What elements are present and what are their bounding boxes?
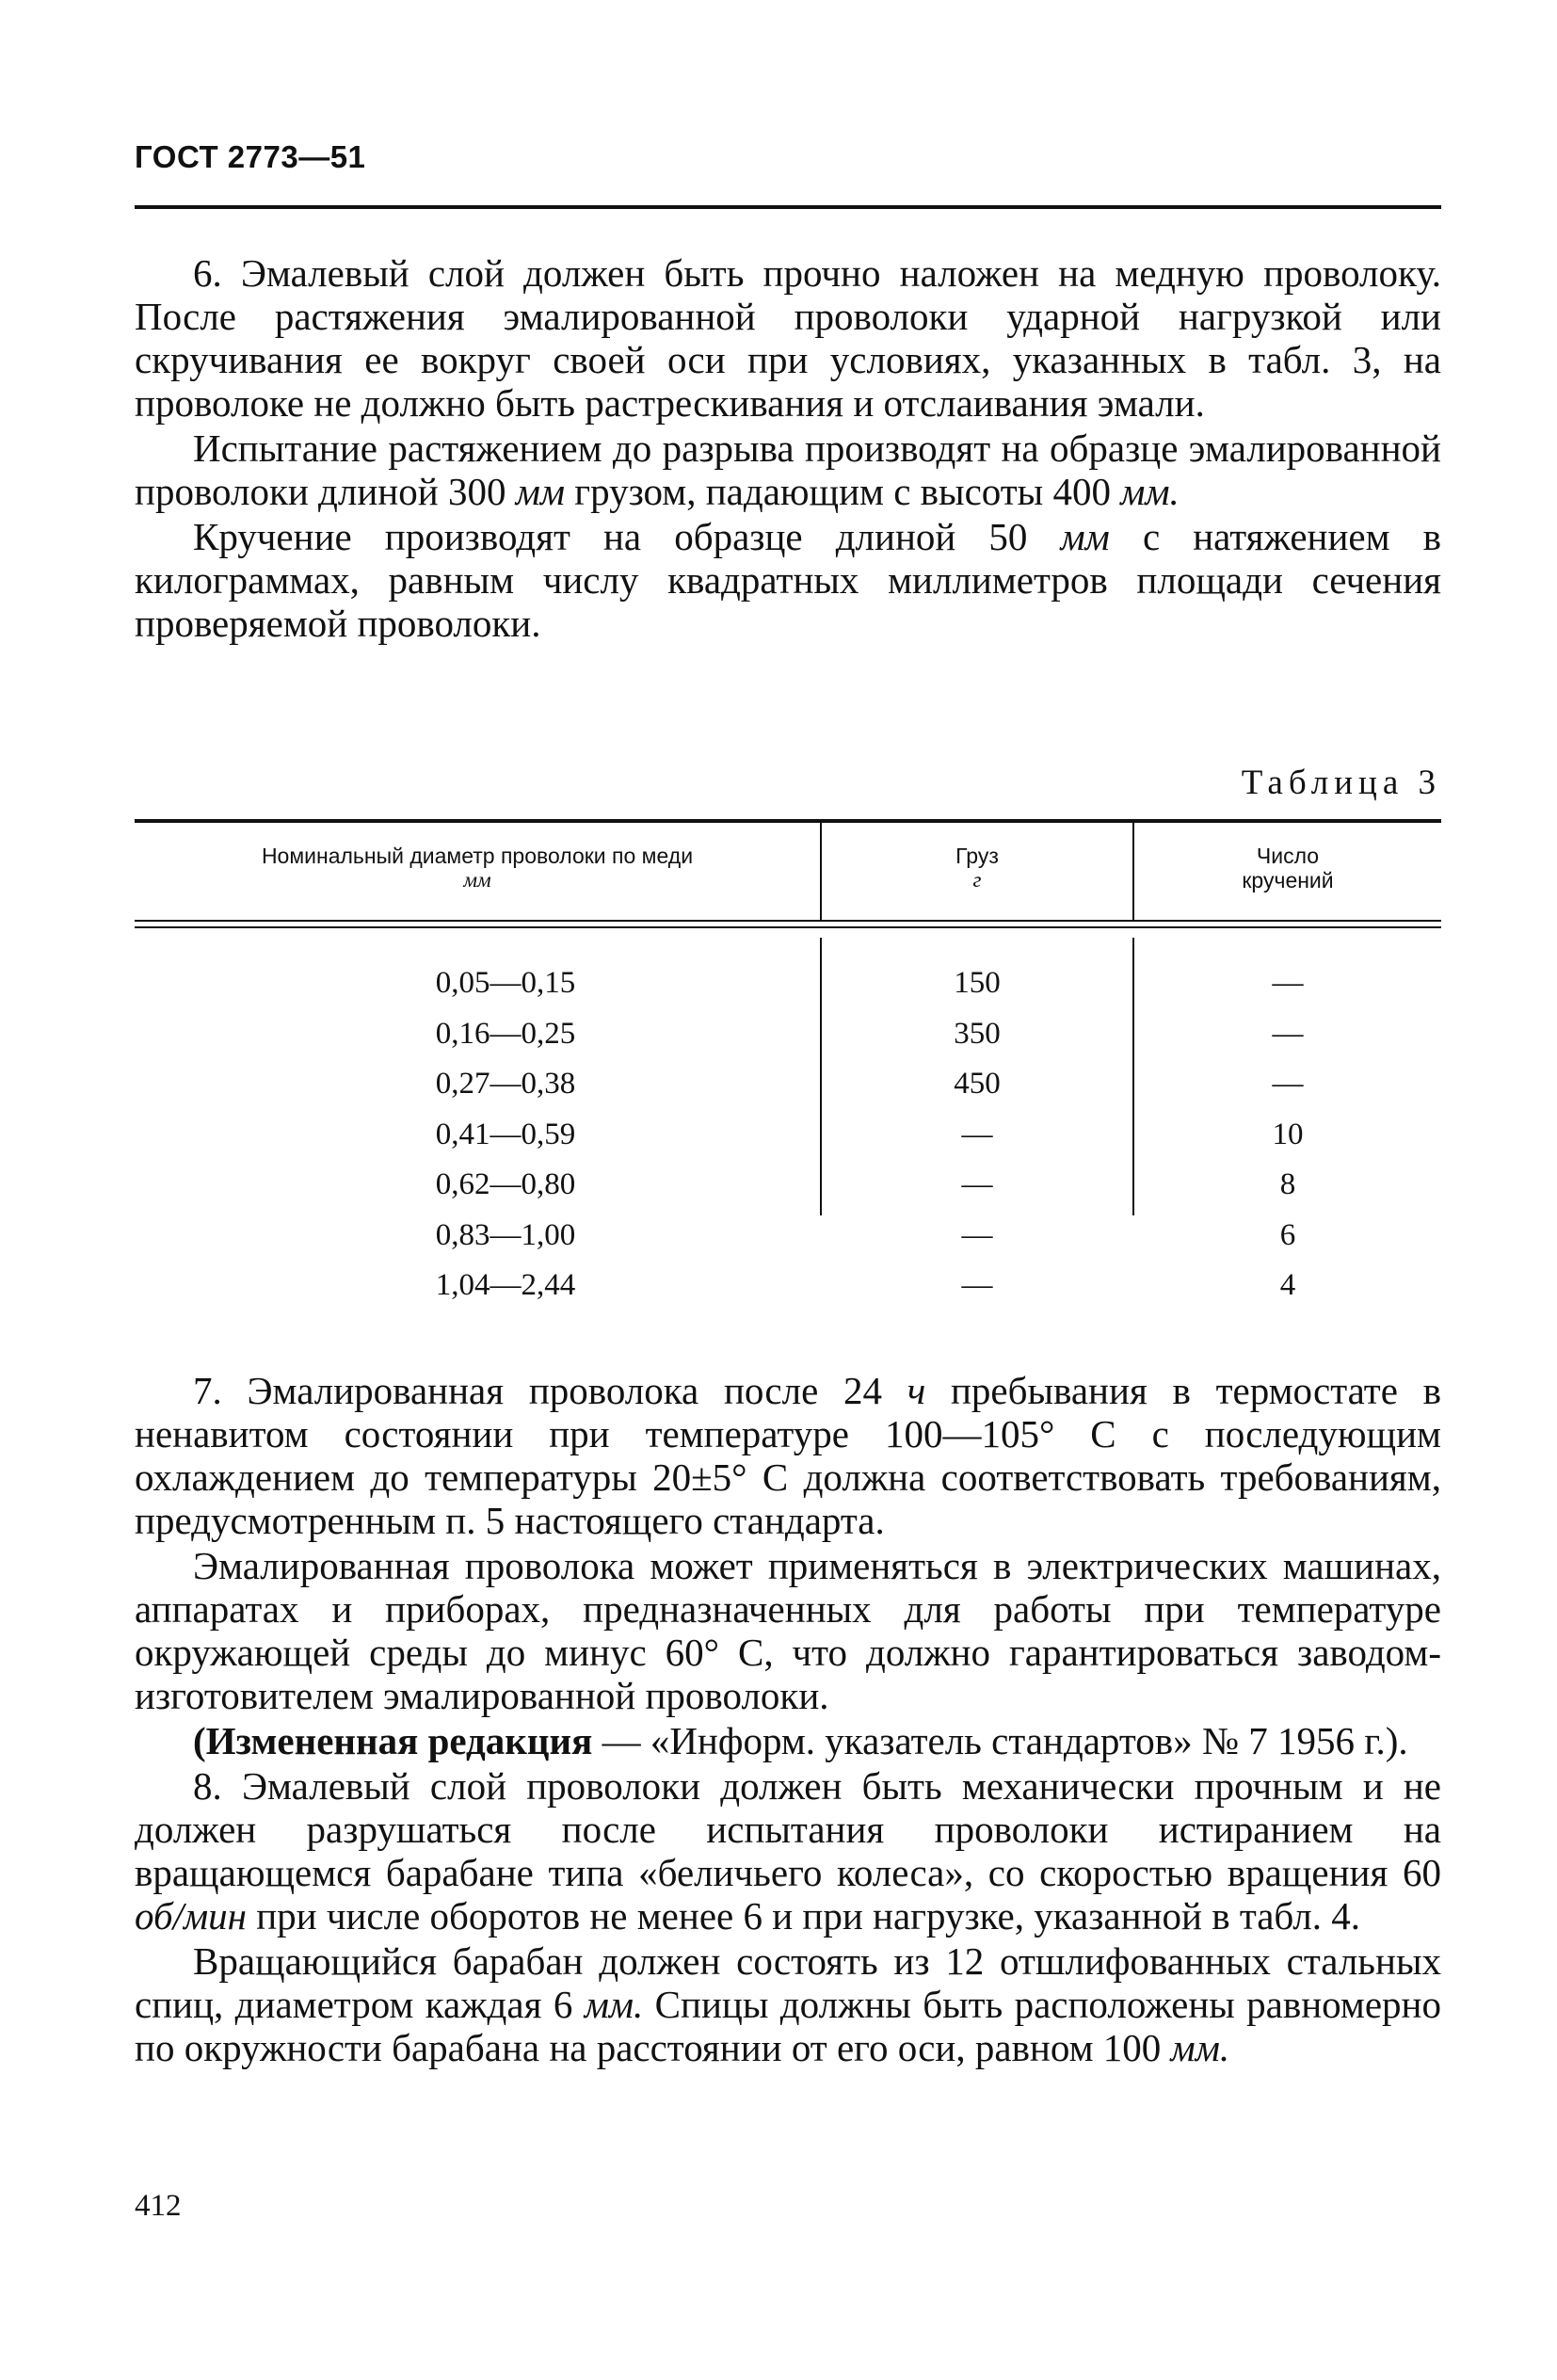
table-body bbox=[135, 958, 1441, 1311]
table-cell-load: — bbox=[961, 1217, 993, 1252]
paragraph-6-2-text-b: грузом, падающим с высоты 400 bbox=[565, 470, 1121, 513]
paragraph-6-3-text-b: с натяжением в килограммах, равным числу квадратных миллиметров площади сечения проверяемой проволоки. bbox=[135, 515, 1441, 645]
table-header-load bbox=[822, 844, 1132, 892]
table-cell-twists: — bbox=[1272, 1067, 1304, 1101]
header-label: Номинальный диаметр проволоки по меди bbox=[261, 844, 694, 868]
table-cell-load: — bbox=[961, 1167, 993, 1201]
unit-mm: мм. bbox=[584, 1983, 644, 2026]
table-row bbox=[135, 958, 1441, 1009]
table-cell-twists: 4 bbox=[1279, 1268, 1296, 1302]
table-cell-twists: 10 bbox=[1272, 1117, 1304, 1151]
table-cell-diameter: 0,27—0,38 bbox=[435, 1067, 576, 1101]
unit-rpm: об/мин bbox=[135, 1894, 247, 1938]
paragraph-6-2 bbox=[135, 426, 1441, 513]
table-cell-diameter: 0,41—0,59 bbox=[435, 1117, 576, 1151]
unit-mm: мм bbox=[515, 470, 566, 513]
paragraph-7-1 bbox=[135, 1369, 1441, 1542]
table-cell-diameter: 0,62—0,80 bbox=[435, 1167, 576, 1201]
table-cell-load: — bbox=[961, 1268, 993, 1302]
unit-mm: мм. bbox=[1170, 2026, 1230, 2069]
section-6 bbox=[135, 251, 1441, 645]
table-header-diameter bbox=[135, 844, 820, 892]
header-unit: мм bbox=[463, 868, 491, 892]
table-cell-diameter: 0,05—0,15 bbox=[435, 966, 576, 1000]
paragraph-6-2-text-a: Испытание растяжением до разрыва производят на образце эмалированной проволоки длиной 300 bbox=[135, 426, 1441, 513]
amendment-reference: — «Информ. указатель стандартов» № 7 1956 г.). bbox=[592, 1719, 1408, 1762]
paragraph-8-1-text-b: при числе оборотов не менее 6 и при нагрузке, указанной в табл. 4. bbox=[246, 1894, 1360, 1938]
table-cell-diameter: 0,16—0,25 bbox=[435, 1016, 576, 1051]
paragraph-6-3 bbox=[135, 515, 1441, 645]
header-label: Число bbox=[1256, 844, 1320, 868]
table-caption: Таблица 3 bbox=[1241, 764, 1441, 802]
table-row bbox=[135, 1160, 1441, 1211]
paragraph-7-3 bbox=[135, 1719, 1441, 1762]
document-header: ГОСТ 2773—51 bbox=[135, 139, 366, 174]
table-cell-diameter: 0,83—1,00 bbox=[435, 1217, 576, 1252]
paragraph-7-1-text-b: пребывания в термостате в ненавитом состоянии при температуре 100—105° С с последующим охлаждением до температуры 20±5° С должна соответствовать требованиям, предусмотренным п. 5 настоящего стандарта. bbox=[135, 1369, 1441, 1542]
header-label: Груз bbox=[955, 844, 999, 868]
paragraph-8-1-text-a: 8. Эмалевый слой проволоки должен быть механически прочным и не должен разрушаться после испытания проволоки истиранием на вращающемся барабане типа «беличьего колеса», со скоростью вращения 60 bbox=[135, 1764, 1441, 1894]
header-unit: г bbox=[972, 868, 982, 892]
section-7-8 bbox=[135, 1369, 1441, 2069]
table-header-rule bbox=[135, 926, 1441, 928]
unit-hour: ч bbox=[907, 1369, 926, 1412]
table-row bbox=[135, 1110, 1441, 1161]
table-cell-twists: — bbox=[1272, 1016, 1304, 1051]
table-3 bbox=[135, 819, 1441, 1337]
amendment-label: (Измененная редакция bbox=[193, 1719, 593, 1762]
header-rule bbox=[135, 205, 1441, 209]
paragraph-7-1-text-a: 7. Эмалированная проволока после 24 bbox=[193, 1369, 907, 1412]
table-row bbox=[135, 1211, 1441, 1262]
paragraph-7-2: Эмалированная проволока может применяться в электрических машинах, аппаратах и приборах, предназначенных для работы при температуре окружающей среды до минус 60° С, что должно гарантироваться заводом-изготовителем эмалированной проволоки. bbox=[135, 1544, 1441, 1717]
page-number: 412 bbox=[135, 2189, 182, 2223]
paragraph-8-2-text-b: Спицы должны быть расположены равномерно по окружности барабана на расстоянии от его оси, равном 100 bbox=[135, 1983, 1441, 2069]
table-row bbox=[135, 1009, 1441, 1060]
paragraph-8-1 bbox=[135, 1764, 1441, 1938]
table-cell-load: — bbox=[961, 1117, 993, 1151]
table-row bbox=[135, 1261, 1441, 1311]
table-cell-diameter: 1,04—2,44 bbox=[435, 1268, 576, 1302]
table-row bbox=[135, 1059, 1441, 1110]
paragraph-8-2 bbox=[135, 1939, 1441, 2069]
table-cell-twists: 6 bbox=[1279, 1217, 1296, 1252]
unit-mm: мм. bbox=[1120, 470, 1180, 513]
paragraph-8-2-text-a: Вращающийся барабан должен состоять из 12 отшлифованных стальных спиц, диаметром каждая 6 bbox=[135, 1939, 1441, 2026]
table-header-twists bbox=[1134, 844, 1441, 892]
table-top-rule bbox=[135, 819, 1441, 823]
unit-mm: мм bbox=[1060, 515, 1110, 558]
table-cell-load: 450 bbox=[954, 1067, 1001, 1101]
table-cell-twists: 8 bbox=[1279, 1167, 1296, 1201]
paragraph-6-1: 6. Эмалевый слой должен быть прочно наложен на медную проволоку. После растяжения эмалированной проволоки ударной нагрузкой или скручивания ее вокруг своей оси при условиях, указанных в табл. 3, на проволоке не должно быть растрескивания и отслаивания эмали. bbox=[135, 251, 1441, 425]
table-header-rule bbox=[135, 920, 1441, 922]
header-unit: кручений bbox=[1242, 868, 1334, 892]
table-cell-load: 150 bbox=[954, 966, 1001, 1000]
table-cell-load: 350 bbox=[954, 1016, 1001, 1051]
paragraph-6-3-text-a: Кручение производят на образце длиной 50 bbox=[193, 515, 1061, 558]
table-cell-twists: — bbox=[1272, 966, 1304, 1000]
